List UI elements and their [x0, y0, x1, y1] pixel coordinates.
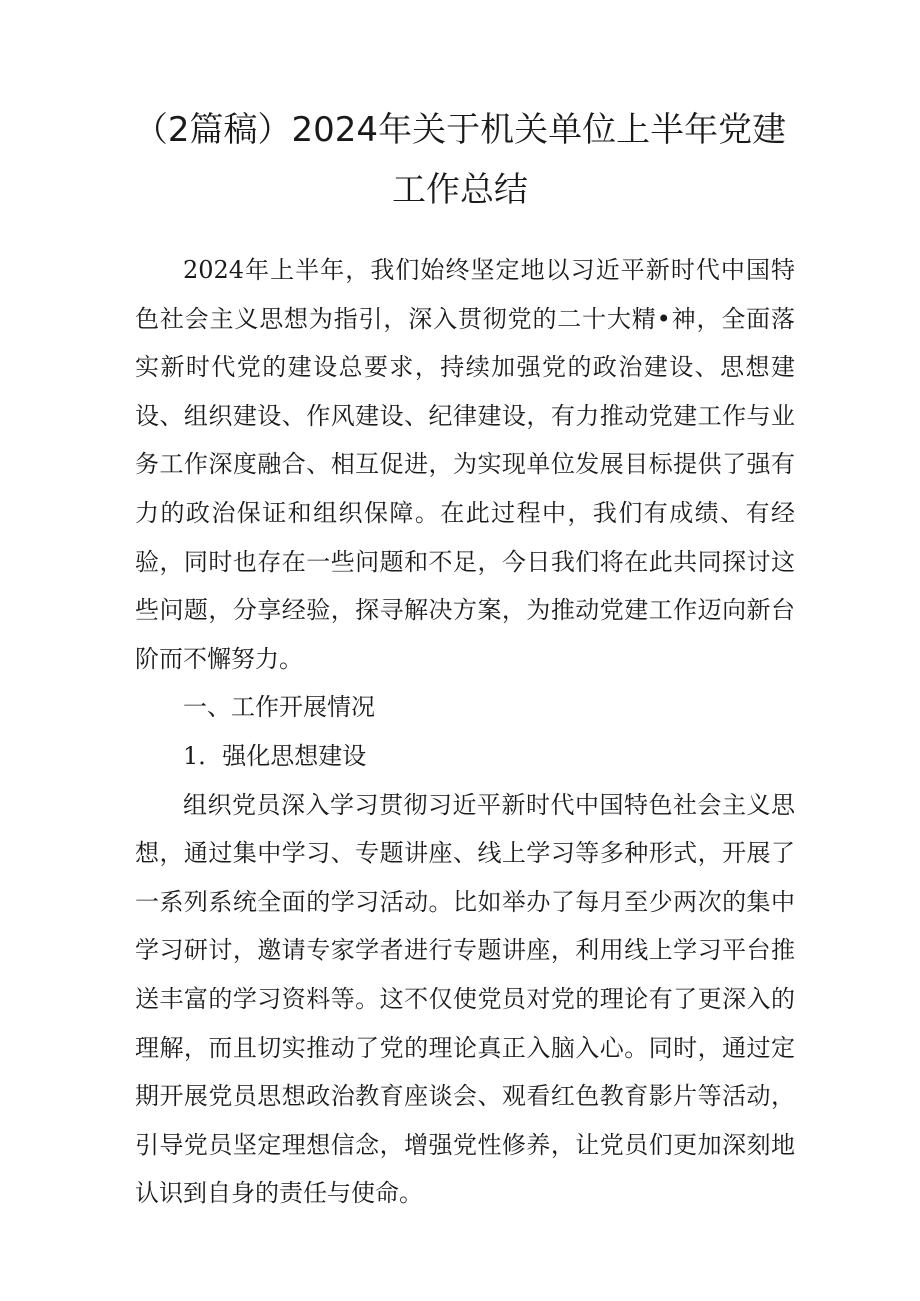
intro-paragraph: 2024年上半年，我们始终坚定地以习近平新时代中国特色社会主义思想为指引，深入贯彻党的二十大精•神，全面落实新时代党的建设总要求，持续加强党的政治建设、思想建设、组织建设、作风建设、纪律建设，有力推动党建工作与业务工作深度融合、相互促进，为实现单位发展目标提供了强有力的政治保证和组织保障。在此过程中，我们有成绩、有经验，同时也存在一些问题和不足，今日我们将在此共同探讨这些问题，分享经验，探寻解决方案，为推动党建工作迈向新台阶而不懈努力。 [135, 256, 795, 673]
document-title [120, 100, 800, 220]
title-line-1: （2篇稿）2024年关于机关单位上半年党建 [133, 110, 787, 150]
document-body [135, 246, 795, 1218]
section-heading-work-status: 一、工作开展情况 [183, 693, 375, 722]
ideology-paragraph: 组织党员深入学习贯彻习近平新时代中国特色社会主义思想，通过集中学习、专题讲座、线上学习等多种形式，开展了一系列系统全面的学习活动。比如举办了每月至少两次的集中学习研讨，邀请专家学者进行专题讲座，利用线上学习平台推送丰富的学习资料等。这不仅使党员对党的理论有了更深入的理解，而且切实推动了党的理论真正入脑入心。同时，通过定期开展党员思想政治教育座谈会、观看红色教育影片等活动，引导党员坚定理想信念，增强党性修养，让党员们更加深刻地认识到自身的责任与使命。 [135, 790, 795, 1208]
title-line-2: 工作总结 [392, 170, 528, 210]
subsection-heading-ideology: 1．强化思想建设 [183, 741, 367, 770]
